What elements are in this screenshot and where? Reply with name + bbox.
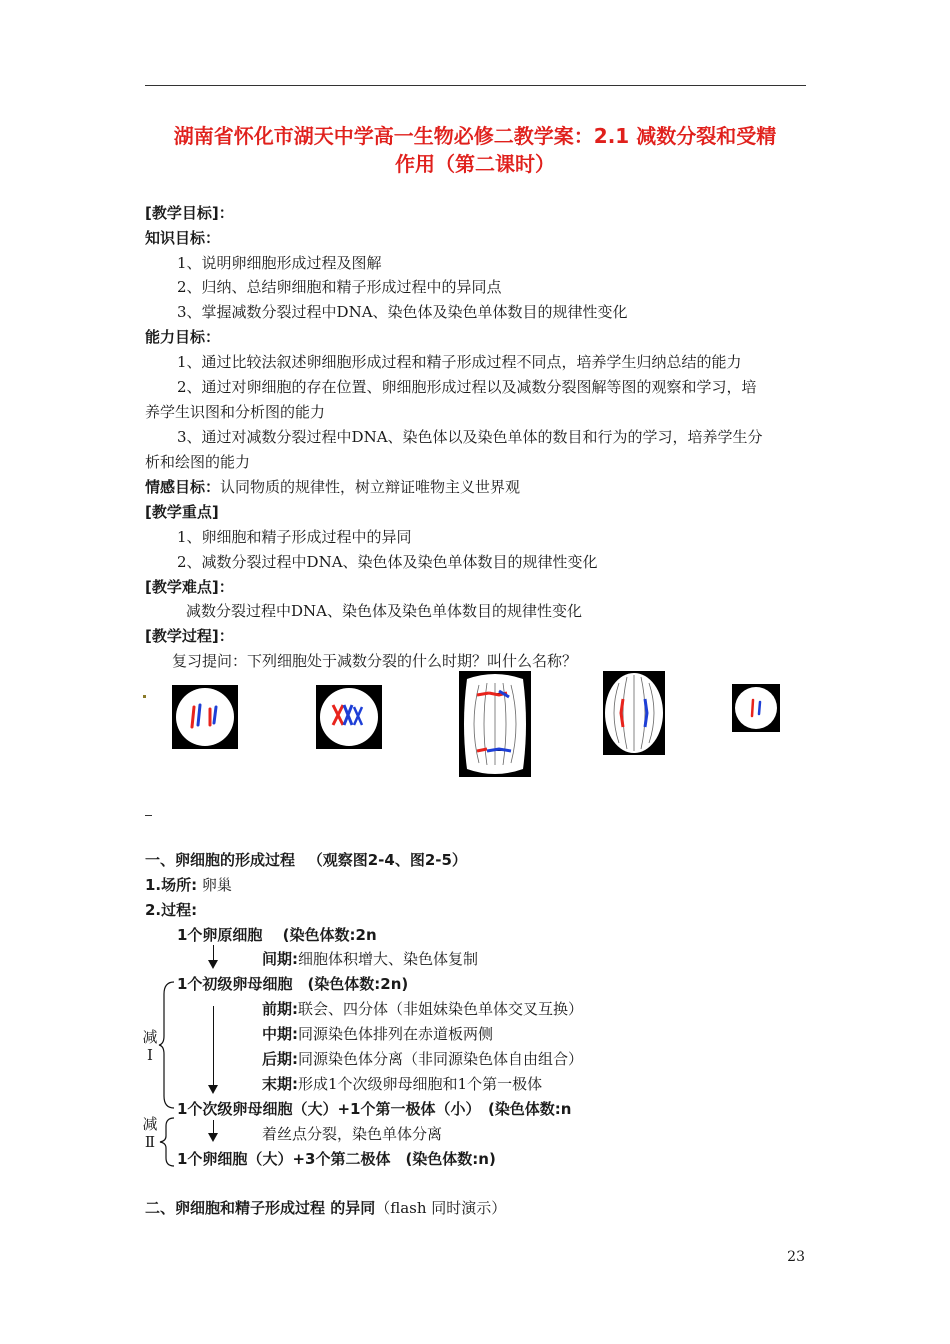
- knowledge-label: 知识目标：: [145, 229, 221, 247]
- prophase-label: 前期:: [262, 1000, 298, 1018]
- prophase-line: [262, 999, 583, 1019]
- step-oogonium: 1个卵原细胞 (染色体数:2n: [177, 926, 377, 944]
- anaphase-line: [262, 1049, 583, 1069]
- ability-item-cont: 析和绘图的能力: [145, 453, 251, 471]
- meiosis1-brace: [158, 980, 176, 1110]
- knowledge-item: 1、说明卵细胞形成过程及图解: [177, 254, 382, 272]
- header-rule: [145, 85, 806, 86]
- ability-item: 2、通过对卵细胞的存在位置、卵细胞形成过程以及减数分裂图解等图的观察和学习，培: [177, 378, 757, 396]
- metaphase-text: 同源染色体排列在赤道板两侧: [298, 1025, 494, 1043]
- down-arrow-2: [213, 1006, 214, 1092]
- knowledge-item: 3、掌握减数分裂过程中DNA、染色体及染色单体数目的规律性变化: [177, 303, 628, 321]
- cell-image-1: [172, 685, 238, 749]
- ability-item: 3、通过对减数分裂过程中DNA、染色体以及染色单体的数目和行为的学习，培养学生分: [177, 428, 763, 446]
- difficulty-header: [教学难点]：: [145, 578, 234, 596]
- meiosis1-label: 减Ⅰ: [142, 1028, 158, 1064]
- meiosis2-brace: [158, 1116, 176, 1168]
- emotion-line: [145, 477, 520, 497]
- interphase-label: 间期:: [262, 950, 298, 968]
- place-line: [145, 875, 232, 895]
- interphase-line: [262, 949, 478, 969]
- prophase-text: 联会、四分体（非姐妹染色单体交叉互换）: [298, 1000, 584, 1018]
- section2-heading-line: [145, 1198, 506, 1218]
- emotion-text: 认同物质的规律性，树立辩证唯物主义世界观: [220, 478, 521, 496]
- cell-image-4: [603, 671, 665, 755]
- page-number: 23: [787, 1249, 805, 1265]
- cell-image-5: [732, 684, 780, 732]
- telophase-text: 形成1个次级卵母细胞和1个第一极体: [298, 1075, 543, 1093]
- cell-image-2: [316, 685, 382, 749]
- review-question: 复习提问：下列细胞处于减数分裂的什么时期？叫什么名称？: [172, 652, 578, 670]
- doc-title-line1: 湖南省怀化市湖天中学高一生物必修二教学案：2.1 减数分裂和受精: [173, 124, 777, 148]
- section1-heading: 一、卵细胞的形成过程 （观察图2-4、图2-5）: [145, 851, 467, 869]
- place-value: 卵巢: [201, 876, 232, 894]
- key-points-header: [教学重点]: [145, 503, 219, 521]
- anaphase-label: 后期:: [262, 1050, 298, 1068]
- step-secondary-oocyte: 1个次级卵母细胞（大）+1个第一极体（小） (染色体数:n: [177, 1100, 572, 1118]
- process-label: 2.过程:: [145, 901, 198, 919]
- objectives-header: [教学目标]：: [145, 204, 234, 222]
- step-egg-cell: 1个卵细胞（大）+3个第二极体 (染色体数:n): [177, 1150, 496, 1168]
- key-point-item: 2、减数分裂过程中DNA、染色体及染色单体数目的规律性变化: [177, 553, 598, 571]
- emotion-label: 情感目标：: [145, 478, 221, 496]
- metaphase-label: 中期:: [262, 1025, 298, 1043]
- step-primary-oocyte: 1个初级卵母细胞 (染色体数:2n): [177, 975, 409, 993]
- stray-dot: [143, 695, 146, 698]
- interphase-text: 细胞体积增大、染色体复制: [298, 950, 479, 968]
- doc-title-line2: 作用（第二课时）: [395, 152, 555, 176]
- meiosis2-label: 减Ⅱ: [142, 1115, 158, 1151]
- telophase-line: [262, 1074, 542, 1094]
- down-arrow-1: [213, 945, 214, 967]
- section2-note: （flash 同时演示）: [375, 1199, 507, 1217]
- down-arrow-3: [213, 1120, 214, 1140]
- anaphase-text: 同源染色体分离（非同源染色体自由组合）: [298, 1050, 584, 1068]
- key-point-item: 1、卵细胞和精子形成过程中的异同: [177, 528, 412, 546]
- difficulty-text: 减数分裂过程中DNA、染色体及染色单体数目的规律性变化: [186, 602, 582, 620]
- meiosis2-text: 着丝点分裂，染色单体分离: [262, 1125, 443, 1143]
- metaphase-line: [262, 1024, 493, 1044]
- telophase-label: 末期:: [262, 1075, 298, 1093]
- process-header: [教学过程]：: [145, 627, 234, 645]
- ability-label: 能力目标：: [145, 328, 221, 346]
- knowledge-item: 2、归纳、总结卵细胞和精子形成过程中的异同点: [177, 278, 502, 296]
- cell-image-3: [459, 671, 531, 777]
- place-label: 1.场所:: [145, 876, 198, 894]
- ability-item-cont: 养学生识图和分析图的能力: [145, 403, 326, 421]
- stray-dash: [145, 815, 152, 816]
- ability-item: 1、通过比较法叙述卵细胞形成过程和精子形成过程不同点，培养学生归纳总结的能力: [177, 353, 742, 371]
- section2-heading: 二、卵细胞和精子形成过程 的异同: [145, 1199, 376, 1217]
